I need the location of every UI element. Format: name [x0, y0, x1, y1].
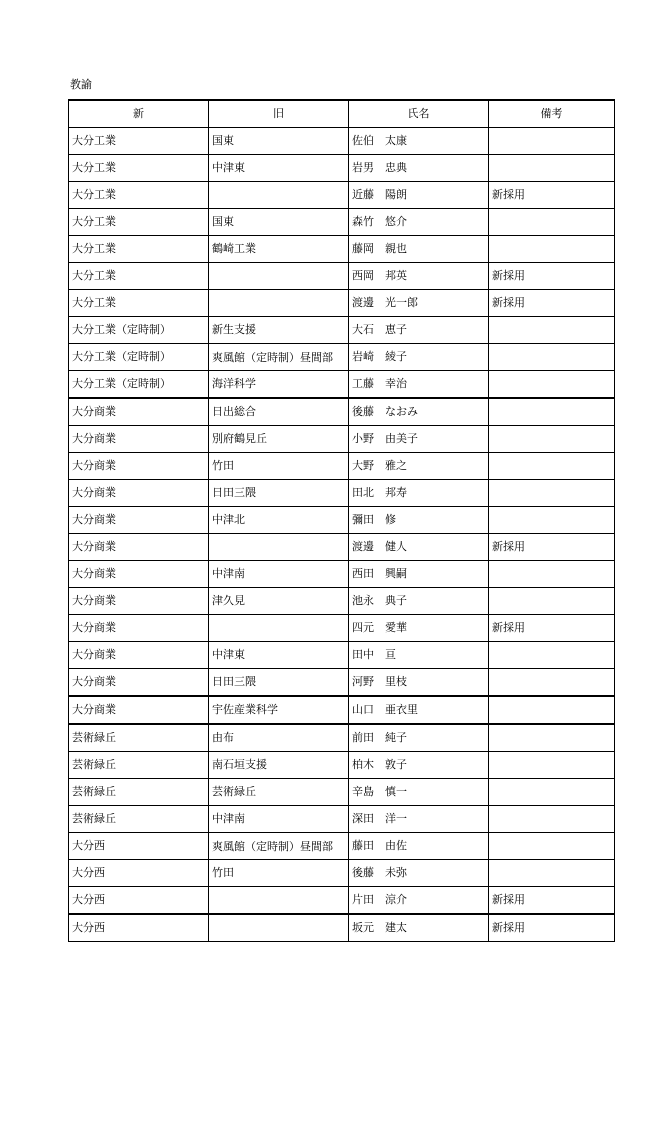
cell-note	[489, 779, 615, 806]
cell-old: 中津南	[209, 561, 349, 588]
cell-new: 大分工業	[69, 263, 209, 290]
cell-note	[489, 507, 615, 534]
cell-note: 新採用	[489, 263, 615, 290]
cell-note	[489, 128, 615, 155]
cell-note	[489, 398, 615, 426]
table-row	[69, 669, 615, 697]
table-row	[69, 155, 615, 182]
cell-note	[489, 588, 615, 615]
cell-note	[489, 480, 615, 507]
cell-note: 新採用	[489, 182, 615, 209]
table-row	[69, 371, 615, 399]
table-row	[69, 615, 615, 642]
cell-new: 大分商業	[69, 426, 209, 453]
cell-new: 芸術緑丘	[69, 806, 209, 833]
cell-name: 後藤 なおみ	[349, 398, 489, 426]
table-row	[69, 887, 615, 915]
personnel-table	[68, 99, 615, 942]
cell-name: 深田 洋一	[349, 806, 489, 833]
cell-name: 彌田 修	[349, 507, 489, 534]
cell-old	[209, 263, 349, 290]
cell-old	[209, 615, 349, 642]
cell-old: 鶴崎工業	[209, 236, 349, 263]
cell-note	[489, 724, 615, 752]
cell-new: 大分商業	[69, 615, 209, 642]
table-row	[69, 696, 615, 724]
table-row	[69, 209, 615, 236]
cell-name: 田中 亘	[349, 642, 489, 669]
cell-note	[489, 696, 615, 724]
cell-old	[209, 887, 349, 915]
cell-new: 大分工業	[69, 128, 209, 155]
cell-new: 芸術緑丘	[69, 724, 209, 752]
cell-old: 津久見	[209, 588, 349, 615]
table-row	[69, 263, 615, 290]
cell-old: 別府鶴見丘	[209, 426, 349, 453]
cell-new: 大分商業	[69, 480, 209, 507]
table-body	[69, 128, 615, 942]
cell-name: 西田 興嗣	[349, 561, 489, 588]
cell-new: 大分商業	[69, 696, 209, 724]
column-header-new: 新	[69, 100, 209, 128]
cell-new: 芸術緑丘	[69, 779, 209, 806]
cell-new: 大分商業	[69, 507, 209, 534]
cell-name: 前田 純子	[349, 724, 489, 752]
cell-old: 新生支援	[209, 317, 349, 344]
column-header-old: 旧	[209, 100, 349, 128]
cell-note	[489, 752, 615, 779]
cell-old: 中津北	[209, 507, 349, 534]
cell-old: 爽風館（定時制）昼間部	[209, 344, 349, 371]
cell-note	[489, 426, 615, 453]
cell-new: 大分商業	[69, 642, 209, 669]
cell-old: 日田三隈	[209, 669, 349, 697]
cell-note: 新採用	[489, 887, 615, 915]
cell-note	[489, 806, 615, 833]
table-row	[69, 752, 615, 779]
cell-name: 岩崎 綾子	[349, 344, 489, 371]
cell-new: 大分商業	[69, 561, 209, 588]
cell-old: 日田三隈	[209, 480, 349, 507]
table-row	[69, 806, 615, 833]
cell-new: 大分西	[69, 860, 209, 887]
cell-name: 西岡 邦英	[349, 263, 489, 290]
header-row	[69, 100, 615, 128]
cell-note	[489, 561, 615, 588]
cell-old: 竹田	[209, 860, 349, 887]
cell-note	[489, 371, 615, 399]
cell-new: 大分商業	[69, 453, 209, 480]
column-header-name: 氏名	[349, 100, 489, 128]
cell-old: 爽風館（定時制）昼間部	[209, 833, 349, 860]
table-row	[69, 182, 615, 209]
cell-note	[489, 155, 615, 182]
cell-new: 大分工業	[69, 290, 209, 317]
cell-name: 岩男 忠典	[349, 155, 489, 182]
table-row	[69, 642, 615, 669]
table-row	[69, 561, 615, 588]
table-row	[69, 779, 615, 806]
table-row	[69, 534, 615, 561]
table-row	[69, 317, 615, 344]
cell-name: 渡邊 光一郎	[349, 290, 489, 317]
cell-name: 近藤 陽朗	[349, 182, 489, 209]
table-row	[69, 588, 615, 615]
sheet-title: 教諭	[70, 78, 92, 91]
cell-note: 新採用	[489, 534, 615, 561]
table-row	[69, 128, 615, 155]
cell-name: 大野 雅之	[349, 453, 489, 480]
cell-new: 大分工業	[69, 209, 209, 236]
cell-old: 海洋科学	[209, 371, 349, 399]
cell-old: 竹田	[209, 453, 349, 480]
table-row	[69, 453, 615, 480]
cell-old: 日出総合	[209, 398, 349, 426]
table-row	[69, 480, 615, 507]
cell-note	[489, 669, 615, 697]
cell-new: 大分西	[69, 914, 209, 942]
cell-name: 藤岡 親也	[349, 236, 489, 263]
cell-new: 芸術緑丘	[69, 752, 209, 779]
cell-name: 柏木 敦子	[349, 752, 489, 779]
cell-name: 河野 里枝	[349, 669, 489, 697]
table-row	[69, 914, 615, 942]
cell-new: 大分西	[69, 833, 209, 860]
cell-note: 新採用	[489, 290, 615, 317]
cell-old: 由布	[209, 724, 349, 752]
table-row	[69, 290, 615, 317]
cell-new: 大分商業	[69, 669, 209, 697]
cell-name: 小野 由美子	[349, 426, 489, 453]
cell-new: 大分商業	[69, 398, 209, 426]
cell-note: 新採用	[489, 914, 615, 942]
cell-note	[489, 317, 615, 344]
cell-old	[209, 914, 349, 942]
cell-name: 工藤 幸治	[349, 371, 489, 399]
cell-old	[209, 534, 349, 561]
cell-note: 新採用	[489, 615, 615, 642]
cell-old: 宇佐産業科学	[209, 696, 349, 724]
cell-new: 大分工業（定時制）	[69, 317, 209, 344]
cell-name: 後藤 未弥	[349, 860, 489, 887]
cell-old	[209, 182, 349, 209]
column-header-note: 備考	[489, 100, 615, 128]
table-row	[69, 860, 615, 887]
cell-name: 坂元 建太	[349, 914, 489, 942]
cell-new: 大分工業	[69, 236, 209, 263]
cell-name: 田北 邦寿	[349, 480, 489, 507]
cell-old: 中津東	[209, 155, 349, 182]
cell-name: 片田 涼介	[349, 887, 489, 915]
table-row	[69, 724, 615, 752]
cell-name: 藤田 由佐	[349, 833, 489, 860]
cell-old: 国東	[209, 128, 349, 155]
table-row	[69, 426, 615, 453]
cell-new: 大分工業	[69, 182, 209, 209]
cell-new: 大分商業	[69, 588, 209, 615]
cell-name: 辛島 慎一	[349, 779, 489, 806]
cell-note	[489, 344, 615, 371]
cell-note	[489, 860, 615, 887]
cell-new: 大分商業	[69, 534, 209, 561]
cell-old: 芸術緑丘	[209, 779, 349, 806]
cell-note	[489, 209, 615, 236]
cell-name: 佐伯 太康	[349, 128, 489, 155]
table-row	[69, 344, 615, 371]
cell-note	[489, 833, 615, 860]
cell-old	[209, 290, 349, 317]
cell-old: 中津南	[209, 806, 349, 833]
cell-old: 南石垣支援	[209, 752, 349, 779]
table-row	[69, 833, 615, 860]
cell-new: 大分西	[69, 887, 209, 915]
cell-note	[489, 453, 615, 480]
table-row	[69, 236, 615, 263]
cell-name: 四元 愛華	[349, 615, 489, 642]
cell-new: 大分工業	[69, 155, 209, 182]
cell-name: 渡邊 健人	[349, 534, 489, 561]
cell-new: 大分工業（定時制）	[69, 371, 209, 399]
cell-old: 国東	[209, 209, 349, 236]
cell-note	[489, 642, 615, 669]
cell-old: 中津東	[209, 642, 349, 669]
cell-name: 山口 亜衣里	[349, 696, 489, 724]
cell-note	[489, 236, 615, 263]
cell-name: 森竹 悠介	[349, 209, 489, 236]
cell-name: 池永 典子	[349, 588, 489, 615]
table-row	[69, 507, 615, 534]
table-row	[69, 398, 615, 426]
cell-new: 大分工業（定時制）	[69, 344, 209, 371]
cell-name: 大石 恵子	[349, 317, 489, 344]
